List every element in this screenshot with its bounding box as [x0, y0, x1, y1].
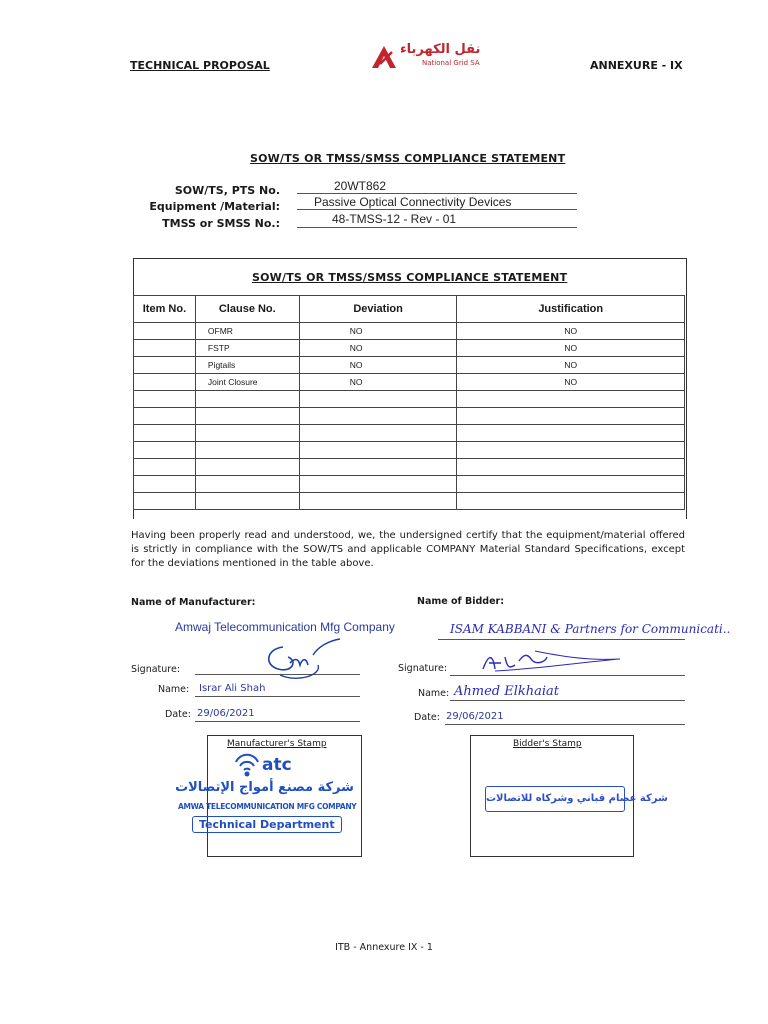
bidder-date-field — [445, 710, 685, 725]
deviation-cell — [299, 493, 457, 510]
logo-english: National Grid SA — [422, 59, 480, 67]
bidder-section-label: Name of Bidder: — [417, 596, 505, 607]
table-row — [134, 323, 685, 340]
clause-cell — [195, 459, 299, 476]
col-justification: Justification — [457, 296, 685, 323]
table-row — [134, 493, 685, 510]
logo-arabic: نقل الكهرباء — [400, 42, 481, 57]
deviation-cell — [299, 459, 457, 476]
manufacturer-stamp-title: Manufacturer's Stamp — [227, 739, 327, 749]
manufacturer-date-label: Date: — [165, 709, 191, 720]
clause-cell — [195, 408, 299, 425]
item-no-cell — [134, 425, 196, 442]
table-row — [134, 459, 685, 476]
justification-cell — [457, 408, 685, 425]
item-no-cell — [134, 323, 196, 340]
deviation-cell: NO — [299, 340, 457, 357]
sow-field — [297, 179, 577, 194]
table-row — [134, 408, 685, 425]
col-deviation: Deviation — [299, 296, 457, 323]
justification-cell — [457, 425, 685, 442]
table-row — [134, 442, 685, 459]
table-row — [134, 357, 685, 374]
table-row — [134, 425, 685, 442]
header-left: TECHNICAL PROPOSAL — [130, 59, 270, 72]
table-row — [134, 340, 685, 357]
clause-cell — [195, 493, 299, 510]
table-title: SOW/TS OR TMSS/SMSS COMPLIANCE STATEMENT — [252, 271, 568, 284]
clause-cell: OFMR — [195, 323, 299, 340]
tmss-value: 48-TMSS-12 - Rev - 01 — [332, 212, 457, 226]
equipment-value: Passive Optical Connectivity Devices — [314, 195, 512, 209]
bidder-stamp-arabic: شركة عصام قباني وشركاه للاتصالات — [486, 793, 668, 804]
deviation-cell: NO — [299, 323, 457, 340]
compliance-table — [133, 295, 685, 510]
compliance-statement: Having been properly read and understood, we, the undersigned certify that the equipment/material offered is strictly in compliance with the SOW/TS and applicable COMPANY Material Standard Specifications, except for the deviations mentioned in the table above. — [131, 530, 685, 569]
table-row — [134, 476, 685, 493]
item-no-cell — [134, 459, 196, 476]
manufacturer-person-field — [195, 682, 360, 697]
clause-cell — [195, 442, 299, 459]
atc-logo-text: atc — [262, 755, 292, 775]
equipment-field — [297, 195, 577, 210]
bidder-name: ISAM KABBANI & Partners for Communicati.. — [450, 622, 731, 636]
bidder-person: Ahmed Elkhaiat — [454, 684, 560, 699]
sow-label: SOW/TS, PTS No. — [174, 184, 280, 197]
bidder-name-label: Name: — [418, 688, 450, 699]
signal-icon — [232, 752, 262, 780]
bidder-name-field — [438, 622, 731, 640]
justification-cell — [457, 476, 685, 493]
sow-value: 20WT862 — [334, 179, 387, 193]
page-title: SOW/TS OR TMSS/SMSS COMPLIANCE STATEMENT — [250, 152, 566, 165]
col-clause-no: Clause No. — [195, 296, 299, 323]
deviation-cell: NO — [299, 374, 457, 391]
justification-cell: NO — [457, 323, 685, 340]
deviation-cell — [299, 476, 457, 493]
bidder-signature-label: Signature: — [398, 663, 448, 674]
item-no-cell — [134, 340, 196, 357]
bidder-stamp-seal — [485, 786, 668, 812]
manufacturer-name: Amwaj Telecommunication Mfg Company — [175, 620, 395, 634]
tmss-label: TMSS or SMSS No.: — [162, 217, 280, 230]
clause-cell — [195, 425, 299, 442]
manufacturer-signature-label: Signature: — [131, 664, 181, 675]
page-footer: ITB - Annexure IX - 1 — [335, 942, 433, 953]
clause-cell: FSTP — [195, 340, 299, 357]
col-item-no: Item No. — [134, 296, 196, 323]
justification-cell — [457, 391, 685, 408]
table-header-row — [134, 296, 685, 323]
manufacturer-date-field — [195, 707, 360, 722]
tmss-field — [297, 212, 577, 228]
deviation-cell — [299, 408, 457, 425]
manufacturer-stamp-english: AMWA TELECOMMUNICATION MFG COMPANY — [178, 802, 357, 811]
table-row — [134, 391, 685, 408]
table-body — [134, 323, 685, 510]
bidder-stamp-title: Bidder's Stamp — [513, 739, 582, 749]
deviation-cell: NO — [299, 357, 457, 374]
manufacturer-stamp-dept: Technical Department — [192, 816, 342, 833]
item-no-cell — [134, 493, 196, 510]
clause-cell: Joint Closure — [195, 374, 299, 391]
logo-mark-icon — [370, 44, 398, 70]
manufacturer-section-label: Name of Manufacturer: — [131, 597, 256, 608]
company-logo — [370, 42, 510, 72]
manufacturer-stamp-arabic: شركة مصنع أمواج الإتصالات — [175, 780, 354, 795]
bidder-date-label: Date: — [414, 712, 440, 723]
justification-cell: NO — [457, 357, 685, 374]
item-no-cell — [134, 391, 196, 408]
item-no-cell — [134, 476, 196, 493]
header-right: ANNEXURE - IX — [590, 59, 683, 72]
equipment-label: Equipment /Material: — [149, 200, 280, 213]
manufacturer-name-label: Name: — [158, 684, 190, 695]
deviation-cell — [299, 442, 457, 459]
justification-cell: NO — [457, 374, 685, 391]
table-row — [134, 374, 685, 391]
manufacturer-signature-icon — [258, 635, 353, 685]
bidder-person-field — [450, 685, 685, 701]
justification-cell — [457, 459, 685, 476]
clause-cell — [195, 391, 299, 408]
atc-logo — [232, 752, 302, 780]
bidder-signature-icon — [475, 645, 625, 677]
justification-cell — [457, 493, 685, 510]
bidder-date: 29/06/2021 — [446, 711, 504, 722]
item-no-cell — [134, 374, 196, 391]
clause-cell: Pigtails — [195, 357, 299, 374]
justification-cell — [457, 442, 685, 459]
item-no-cell — [134, 442, 196, 459]
item-no-cell — [134, 357, 196, 374]
clause-cell — [195, 476, 299, 493]
item-no-cell — [134, 408, 196, 425]
manufacturer-date: 29/06/2021 — [197, 708, 255, 719]
deviation-cell — [299, 391, 457, 408]
deviation-cell — [299, 425, 457, 442]
justification-cell: NO — [457, 340, 685, 357]
manufacturer-person: Israr Ali Shah — [199, 683, 266, 694]
